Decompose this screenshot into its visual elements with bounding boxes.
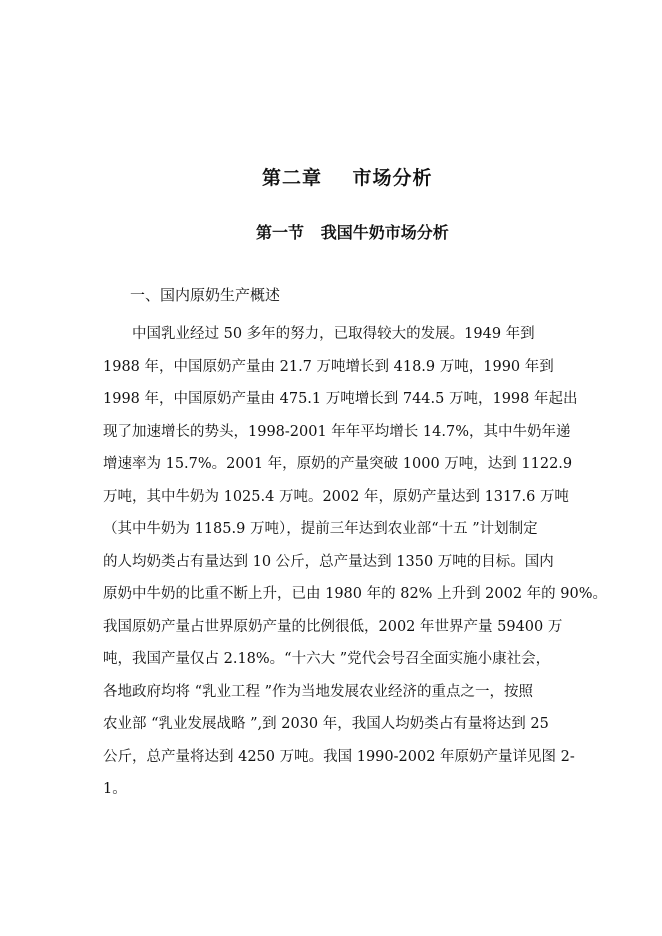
chapter-heading xyxy=(262,163,433,190)
paragraph-line: 1。 xyxy=(103,781,127,797)
paragraph-line: 中国乳业经过 50 多年的努力，已取得较大的发展。1949 年到 xyxy=(103,326,535,342)
chapter-label: 第二章 xyxy=(262,167,323,189)
section-heading xyxy=(256,220,449,243)
subsection-heading: 一、国内原奶生产概述 xyxy=(130,286,281,304)
section-title: 我国牛奶市场分析 xyxy=(320,223,449,242)
paragraph-line: 增速率为 15.7%。2001 年，原奶的产量突破 1000 万吨，达到 1122.9 xyxy=(103,456,573,472)
paragraph-line: （其中牛奶为 1185.9 万吨），提前三年达到农业部“十五 ”计划制定 xyxy=(103,521,538,537)
paragraph-line: 1998 年，中国原奶产量由 475.1 万吨增长到 744.5 万吨，1998 年起出 xyxy=(103,391,578,407)
paragraph-line: 的人均奶类占有量达到 10 公斤，总产量达到 1350 万吨的目标。国内 xyxy=(103,553,554,570)
paragraph-line: 我国原奶产量占世界原奶产量的比例很低，2002 年世界产量 59400 万 xyxy=(103,618,563,635)
paragraph-line: 公斤，总产量将达到 4250 万吨。我国 1990-2002 年原奶产量详见图 2- xyxy=(103,748,575,765)
body-paragraph xyxy=(103,318,608,806)
paragraph-line: 1988 年，中国原奶产量由 21.7 万吨增长到 418.9 万吨，1990 年到 xyxy=(103,358,554,375)
paragraph-line: 各地政府均将 “乳业工程 ”作为当地发展农业经济的重点之一，按照 xyxy=(103,683,534,700)
paragraph-line: 万吨，其中牛奶为 1025.4 万吨。2002 年，原奶产量达到 1317.6 万吨 xyxy=(103,488,569,505)
paragraph-line: 现了加速增长的势头，1998-2001 年年平均增长 14.7%，其中牛奶年递 xyxy=(103,423,571,440)
chapter-title: 市场分析 xyxy=(352,167,433,189)
paragraph-line: 原奶中牛奶的比重不断上升，已由 1980 年的 82% 上升到 2002 年的 90%。 xyxy=(103,586,608,602)
paragraph-line: 吨，我国产量仅占 2.18%。“十六大 ”党代会号召全面实施小康社会， xyxy=(103,651,551,667)
paragraph-line: 农业部 “乳业发展战略 ”,到 2030 年，我国人均奶类占有量将达到 25 xyxy=(103,716,549,732)
section-label: 第一节 xyxy=(256,223,305,242)
